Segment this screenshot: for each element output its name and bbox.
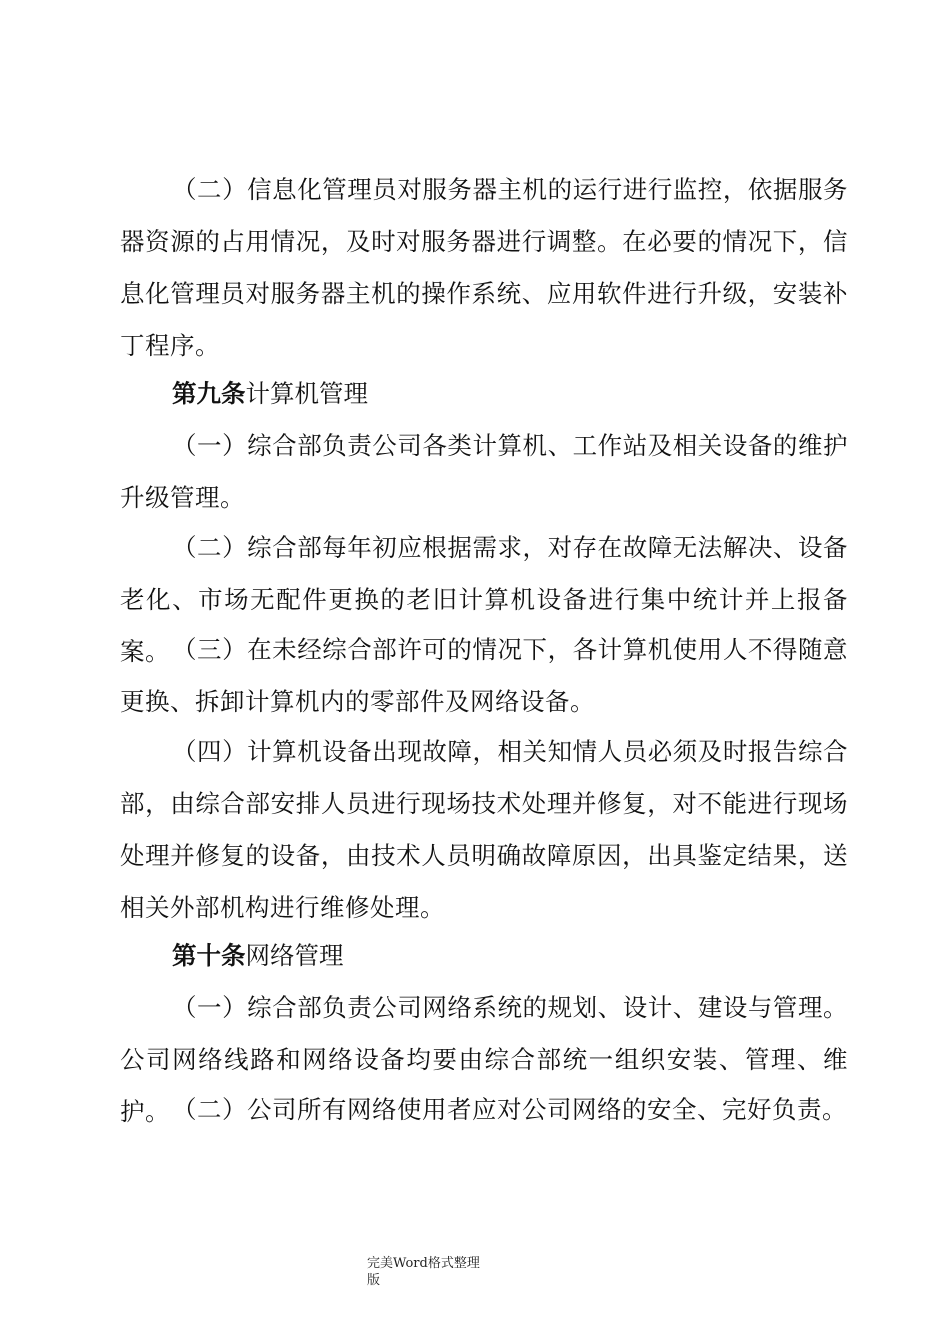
section10-heading	[172, 930, 344, 982]
section10-item2-paragraph: （二）公司所有网络使用者应对公司网络的安全、完好负责。	[172, 1095, 847, 1124]
section10-heading-title: 网络管理	[245, 941, 344, 970]
section9-item1-paragraph: （一）综合部负责公司各类计算机、工作站及相关设备的维护升级管理。	[120, 431, 848, 512]
section9-heading-number: 第九条	[172, 379, 246, 408]
page-footer	[367, 1255, 497, 1289]
footer-line-1: 完美Word格式整理	[367, 1256, 480, 1271]
section9-heading	[172, 368, 368, 420]
section8-item2-paragraph: （二）信息化管理员对服务器主机的运行进行监控，依据服务器资源的占用情况，及时对服务器进行调整。在必要的情况下，信息化管理员对服务器主机的操作系统、应用软件进行升级，安装补丁程序。	[120, 175, 848, 360]
section9-item3-paragraph: （三）在未经综合部许可的情况下，各计算机使用人不得随意更换、拆卸计算机内的零部件及网络设备。	[120, 635, 848, 716]
section9-item2-paragraph: （二）综合部每年初应根据需求，对存在故障无法解决、设备老化、市场无配件更换的老旧计算机设备进行集中统计并上报备案。	[120, 533, 848, 666]
section10-heading-number: 第十条	[172, 941, 246, 970]
footer-line-2: 版	[367, 1273, 381, 1288]
section9-item4-paragraph: （四）计算机设备出现故障，相关知情人员必须及时报告综合部，由综合部安排人员进行现场技术处理并修复，对不能进行现场处理并修复的设备，由技术人员明确故障原因，出具鉴定结果，送相关外部机构进行维修处理。	[120, 737, 848, 922]
section9-heading-title: 计算机管理	[245, 379, 368, 408]
section10-item1-paragraph: （一）综合部负责公司网络系统的规划、设计、建设与管理。公司网络线路和网络设备均要由综合部统一组织安装、管理、维护。	[120, 993, 848, 1126]
